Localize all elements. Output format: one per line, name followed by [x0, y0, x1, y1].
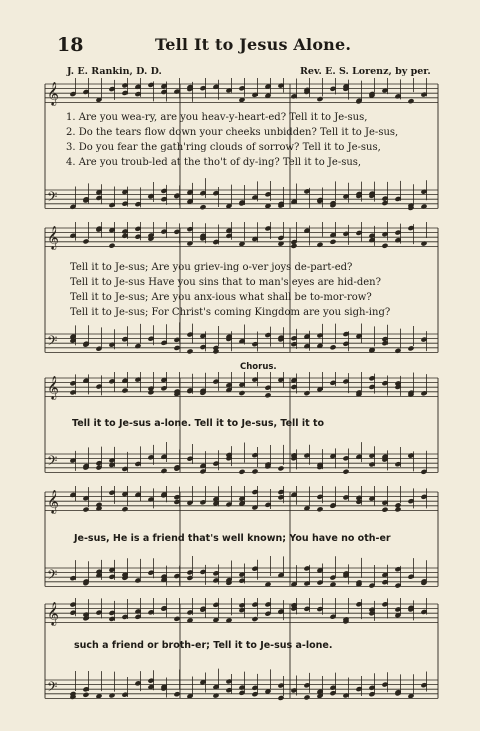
- note-head: [407, 98, 414, 104]
- note-head: [186, 240, 193, 246]
- treble-clef-icon: 𝄞: [47, 601, 59, 625]
- note-head: [251, 468, 258, 474]
- verse-3-line-2: Tell it to Je-sus; Are you anx-ious what shall be to-mor-row?: [70, 292, 372, 303]
- hymn-title: Tell It to Jesus Alone.: [155, 35, 352, 54]
- bass-clef-icon: 𝄢: [47, 679, 58, 698]
- words-credit: J. E. Rankin, D. D.: [67, 66, 162, 77]
- verse-1-line-2: Tell it to Je-sus; Are you griev-ing o-ver joys de-part-ed?: [70, 262, 353, 273]
- note-head: [121, 387, 128, 393]
- verse-1-line-1: 1. Are you wea-ry, are you heav-y-heart-ed? Tell it to Je-sus,: [66, 112, 368, 123]
- note-head: [108, 243, 115, 249]
- note-head: [316, 242, 323, 248]
- note-head: [160, 468, 167, 474]
- bass-clef-icon: 𝄢: [47, 453, 58, 472]
- chorus-line-1: Tell it to Je-sus a-lone. Tell it to Je-sus, Tell it to: [72, 418, 325, 429]
- page-number: 18: [57, 34, 84, 56]
- treble-notes: [69, 372, 427, 398]
- note-head: [381, 507, 388, 513]
- note-head: [329, 239, 336, 245]
- bass-clef-icon: 𝄢: [47, 567, 58, 586]
- note-head: [303, 390, 310, 396]
- treble-notes: [69, 78, 427, 105]
- note-head: [121, 506, 128, 512]
- note-head: [329, 344, 336, 350]
- note-head: [264, 392, 271, 398]
- music-credit: Rev. E. S. Lorenz, by per.: [300, 66, 431, 77]
- note-head: [394, 502, 401, 508]
- bass-clef-icon: 𝄢: [47, 189, 58, 208]
- note-head: [316, 96, 323, 102]
- treble-clef-icon: 𝄞: [47, 225, 59, 249]
- bass-staff: [45, 568, 438, 586]
- treble-clef-icon: 𝄞: [47, 489, 59, 513]
- note-head: [82, 692, 89, 698]
- note-head: [173, 616, 180, 622]
- verse-4-line-2: Tell it to Je-sus; For Christ's coming Kingdom are you sigh-ing?: [70, 307, 391, 318]
- note-head: [251, 616, 258, 622]
- note-head: [238, 469, 245, 475]
- treble-notes: [69, 222, 427, 249]
- bass-clef-icon: 𝄢: [47, 333, 58, 352]
- note-head: [316, 506, 323, 512]
- chorus-line-2: Je-sus, He is a friend that's well known; You have no oth-er: [74, 533, 391, 544]
- note-head: [173, 345, 180, 351]
- note-head: [277, 465, 284, 471]
- music-system-5: [0, 598, 480, 708]
- note-head: [95, 502, 102, 508]
- note-head: [290, 243, 297, 249]
- note-head: [82, 506, 89, 512]
- note-head: [173, 691, 180, 697]
- treble-clef-icon: 𝄞: [47, 375, 59, 399]
- note-head: [381, 243, 388, 249]
- verse-2-line-2: Tell it to Je-sus Have you sins that to man's eyes are hid-den?: [70, 277, 381, 288]
- note-head: [342, 469, 349, 475]
- verse-4-line-1: 4. Are you troub-led at the tho't of dy-ing? Tell it to Je-sus,: [66, 157, 362, 168]
- note-head: [199, 204, 206, 210]
- chorus-label: Chorus.: [240, 362, 277, 372]
- note-head: [108, 692, 115, 698]
- treble-staff: [45, 492, 438, 510]
- treble-notes: [69, 486, 427, 513]
- note-head: [303, 694, 310, 700]
- verse-2-line-1: 2. Do the tears flow down your cheeks unbidden? Tell it to Je-sus,: [66, 127, 399, 138]
- note-head: [407, 345, 414, 351]
- verse-3-line-1: 3. Do you fear the gath'ring clouds of sorrow? Tell it to Je-sus,: [66, 142, 381, 153]
- treble-clef-icon: 𝄞: [47, 81, 59, 105]
- note-head: [420, 240, 427, 246]
- bass-staff: [45, 454, 438, 472]
- treble-notes: [69, 598, 427, 624]
- note-head: [186, 348, 193, 354]
- note-head: [238, 390, 245, 396]
- chorus-line-3: such a friend or broth-er; Tell it to Je-sus a-lone.: [74, 640, 333, 651]
- note-head: [394, 348, 401, 354]
